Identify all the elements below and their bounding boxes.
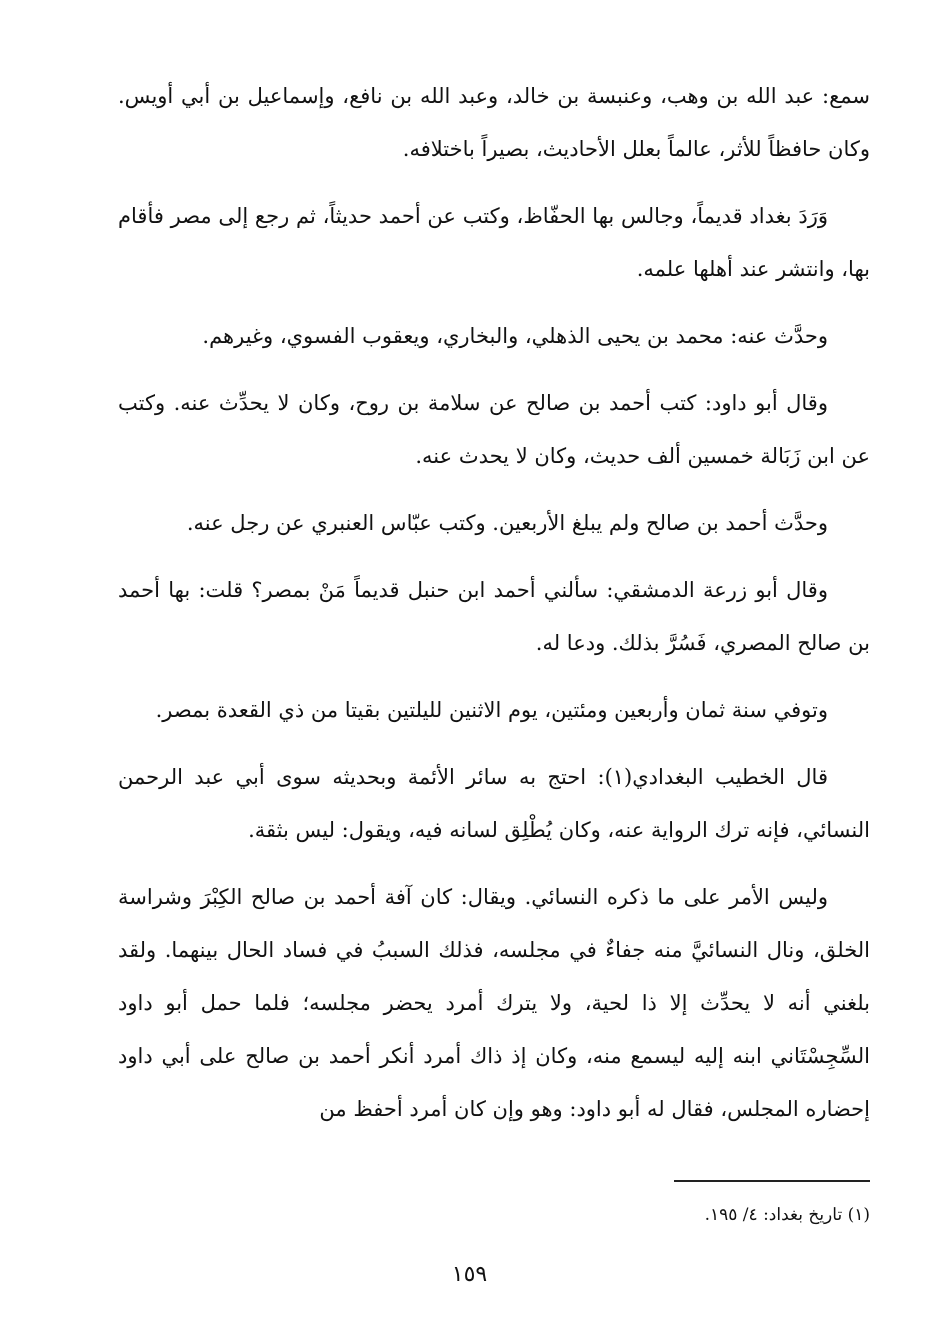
paragraph-3: وحدَّث عنه: محمد بن يحيى الذهلي، والبخاري، ويعقوب الفسوي، وغيرهم. — [202, 324, 828, 348]
paragraph-1: سمع: عبد الله بن وهب، وعنبسة بن خالد، وعبد الله بن نافع، وإسماعيل بن أبي أويس. وكان حافظاً للأثر، عالماً بعلل الأحاديث، بصيراً باختلافه. — [118, 84, 870, 161]
paragraph-8: قال الخطيب البغدادي(١): احتج به سائر الأئمة وبحديثه سوى أبي عبد الرحمن النسائي، فإنه ترك الرواية عنه، وكان يُطْلِق لسانه فيه، ويقول: ليس بثقة. — [118, 765, 870, 842]
paragraph-7: وتوفي سنة ثمان وأربعين ومئتين، يوم الاثنين لليلتين بقيتا من ذي القعدة بمصر. — [155, 698, 828, 722]
paragraph-6: وقال أبو زرعة الدمشقي: سألني أحمد ابن حنبل قديماً مَنْ بمصر؟ قلت: بها أحمد بن صالح المصري، فَسُرَّ بذلك. ودعا له. — [118, 578, 870, 655]
paragraph-4: وقال أبو داود: كتب أحمد بن صالح عن سلامة بن روح، وكان لا يحدِّث عنه. وكتب عن ابن زَبَالة خمسين ألف حديث، وكان لا يحدث عنه. — [118, 391, 870, 468]
paragraph-2: وَرَدَ بغداد قديماً، وجالس بها الحفّاظ، وكتب عن أحمد حديثاً، ثم رجع إلى مصر فأقام بها، وانتشر عند أهلها علمه. — [118, 204, 870, 281]
page-number: ١٥٩ — [451, 1262, 488, 1287]
footnote-divider — [674, 1180, 870, 1182]
page-body — [118, 70, 870, 1150]
paragraph-5: وحدَّث أحمد بن صالح ولم يبلغ الأربعين. وكتب عبّاس العنبري عن رجل عنه. — [186, 511, 828, 535]
paragraph-9: وليس الأمر على ما ذكره النسائي. ويقال: كان آفة أحمد بن صالح الكِبْرَ وشراسة الخلق، ونال النسائيَّ منه جفاءٌ في مجلسه، فذلك السببُ في فساد الحال بينهما. ولقد بلغني أنه لا يحدِّث إلا ذا لحية، ولا يترك أمرد يحضر مجلسه؛ فلما حمل أبو داود السِّجِسْتَاني ابنه إليه ليسمع منه، وكان إذ ذاك أمرد أنكر أحمد بن صالح على أبي داود إحضاره المجلس، فقال له أبو داود: وهو وإن كان أمرد أحفظ من — [118, 885, 870, 1121]
footnote: (١) تاريخ بغداد: ٤/ ١٩٥. — [704, 1205, 870, 1225]
